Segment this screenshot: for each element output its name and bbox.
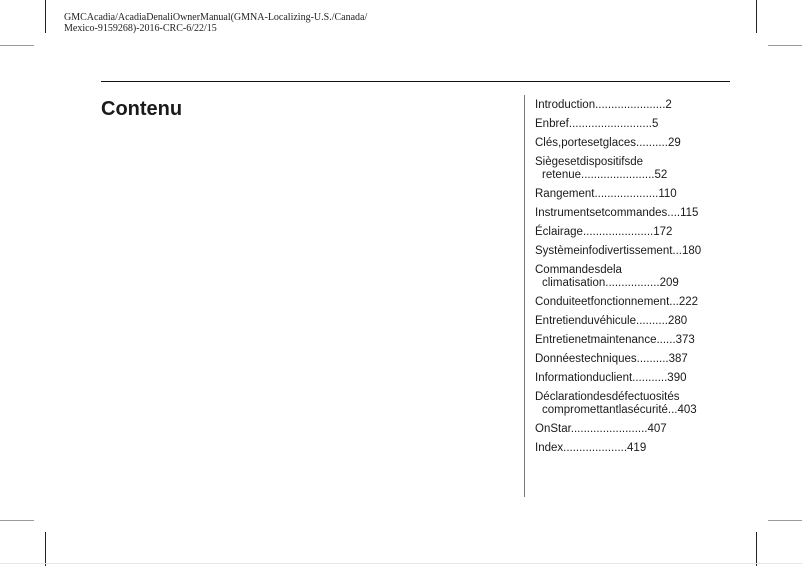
crop-mark-top-right-vertical [756, 0, 757, 33]
toc-entry-label: Index....................419 [535, 442, 647, 454]
toc-entry-instruments-commandes[interactable] [535, 207, 735, 220]
toc-entry-cles-portes-glaces[interactable] [535, 137, 735, 150]
toc-entry-onstar[interactable] [535, 423, 735, 436]
crop-mark-bottom-right-vertical [756, 532, 757, 566]
toc-entry-label: Introduction......................2 [535, 99, 672, 111]
crop-mark-top-right-horizontal [768, 45, 802, 46]
toc-entry-continuation: climatisation.................209 [542, 277, 679, 289]
crop-mark-bottom-left-horizontal [0, 520, 34, 521]
toc-entry-label: Systèmeinfodivertissement...180 [535, 245, 702, 257]
toc-entry-eclairage[interactable] [535, 226, 735, 239]
document-header [64, 12, 367, 34]
toc-entry-label: Enbref..........................5 [535, 118, 659, 130]
toc-entry-conduite-fonctionnement[interactable] [535, 296, 735, 309]
crop-mark-bottom-right-horizontal [768, 520, 802, 521]
crop-mark-top-left-vertical [45, 0, 46, 33]
crop-mark-top-left-horizontal [0, 45, 34, 46]
toc-entry-declaration-defectuosites[interactable] [535, 391, 735, 417]
toc-entry-label: Informationduclient...........390 [535, 372, 687, 384]
toc-entry-information-client[interactable] [535, 372, 735, 385]
toc-entry-sieges-dispositifs-retenue[interactable] [535, 156, 735, 182]
toc-entry-label: Déclarationdesdéfectuosités [535, 391, 680, 403]
toc-entry-label: OnStar........................407 [535, 423, 667, 435]
page-bottom-edge [0, 563, 802, 564]
toc-entry-label: Rangement....................110 [535, 188, 677, 200]
crop-mark-bottom-left-vertical [45, 532, 46, 566]
toc-entry-systeme-infodivertissement[interactable] [535, 245, 735, 258]
table-of-contents [535, 99, 735, 461]
toc-entry-label: Éclairage......................172 [535, 226, 673, 238]
toc-entry-introduction[interactable] [535, 99, 735, 112]
header-line-1: GMCAcadia/AcadiaDenaliOwnerManual(GMNA-Localizing-U.S./Canada/ [64, 12, 368, 23]
toc-entry-index[interactable] [535, 442, 735, 455]
header-line-2: Mexico-9159268)-2016-CRC-6/22/15 [64, 23, 217, 34]
toc-entry-continuation: retenue.......................52 [542, 169, 668, 181]
toc-entry-entretien-maintenance[interactable] [535, 334, 735, 347]
column-divider [524, 95, 525, 497]
toc-entry-entretien-vehicule[interactable] [535, 315, 735, 328]
top-rule [101, 81, 730, 82]
toc-entry-label: Clés,portesetglaces..........29 [535, 137, 681, 149]
toc-entry-label: Commandesdela [535, 264, 622, 276]
toc-entry-donnees-techniques[interactable] [535, 353, 735, 366]
toc-entry-label: Entretienetmaintenance......373 [535, 334, 695, 346]
toc-entry-commandes-climatisation[interactable] [535, 264, 735, 290]
toc-entry-label: Donnéestechniques..........387 [535, 353, 688, 365]
toc-entry-continuation: compromettantlasécurité...403 [542, 404, 697, 416]
toc-entry-label: Instrumentsetcommandes....115 [535, 207, 699, 219]
toc-entry-en-bref[interactable] [535, 118, 735, 131]
toc-entry-label: Conduiteetfonctionnement...222 [535, 296, 699, 308]
toc-entry-rangement[interactable] [535, 188, 735, 201]
page-title: Contenu [101, 98, 183, 120]
toc-entry-label: Siègesetdispositifsde [535, 156, 644, 168]
toc-entry-label: Entretienduvéhicule..........280 [535, 315, 688, 327]
